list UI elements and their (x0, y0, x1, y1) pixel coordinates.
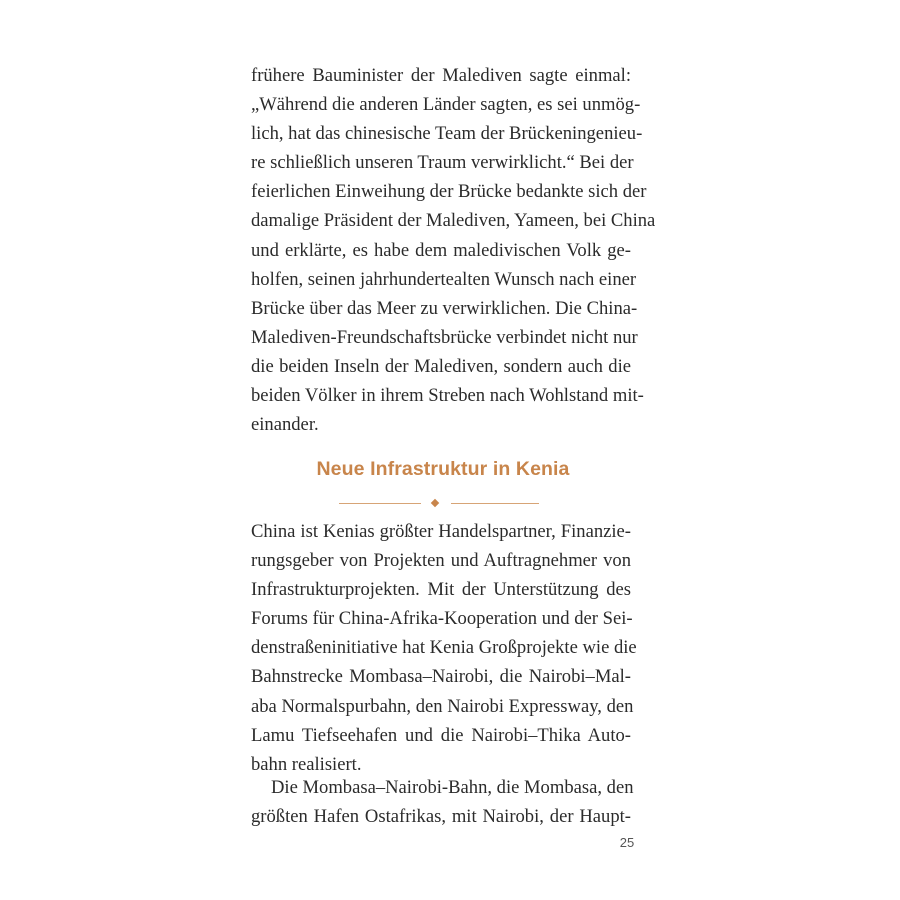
text-line: Infrastrukturprojekten. Mit der Unterstützung des (251, 579, 631, 601)
text-line: feierlichen Einweihung der Brücke bedankte sich der (251, 181, 647, 203)
text-line: denstraßeninitiative hat Kenia Großprojekte wie die (251, 637, 637, 659)
text-line: Malediven-Freundschaftsbrücke verbindet nicht nur (251, 326, 638, 348)
paragraph-malediven-bridge (251, 61, 656, 439)
text-line: aba Normalspurbahn, den Nairobi Expressway, den (251, 695, 634, 717)
section-heading: Neue Infrastruktur in Kenia (316, 458, 570, 480)
text-line: holfen, seinen jahrhundertealten Wunsch nach einer (251, 268, 637, 290)
text-line: damalige Präsident der Malediven, Yameen, bei China (251, 210, 656, 232)
heading-ornament (339, 497, 539, 511)
text-line: frühere Bauminister der Malediven sagte einmal: (251, 65, 631, 86)
text-line: bahn realisiert. (251, 753, 362, 775)
text-line: lich, hat das chinesische Team der Brückeningenieu- (251, 123, 643, 145)
text-line: China ist Kenias größter Handelspartner, Finanzie- (251, 521, 631, 542)
text-line: Lamu Tiefseehafen und die Nairobi–Thika Auto- (251, 724, 631, 746)
text-line: beiden Völker in ihrem Streben nach Wohlstand mit- (251, 385, 644, 407)
text-line: einander. (251, 414, 319, 436)
text-line: größten Hafen Ostafrikas, mit Nairobi, der Haupt- (251, 806, 631, 828)
text-line: Bahnstrecke Mombasa–Nairobi, die Nairobi–Mal- (251, 666, 631, 688)
text-line: Forums für China-Afrika-Kooperation und der Sei- (251, 608, 633, 630)
text-line: Brücke über das Meer zu verwirklichen. Die China- (251, 297, 638, 319)
text-line: rungsgeber von Projekten und Auftragnehmer von (251, 550, 631, 572)
text-line: „Während die anderen Länder sagten, es sei unmög- (251, 94, 641, 116)
page-number: 25 (619, 835, 635, 850)
ornament-rule-right (451, 503, 539, 504)
paragraph-kenia-infrastructure (251, 517, 637, 779)
ornament-rule-left (339, 503, 421, 504)
text-line: Die Mombasa–Nairobi-Bahn, die Mombasa, den (271, 777, 634, 798)
text-line: die beiden Inseln der Malediven, sondern auch die (251, 355, 631, 377)
paragraph-mombasa-nairobi (251, 773, 634, 831)
text-line: re schließlich unseren Traum verwirklicht.“ Bei der (251, 152, 634, 174)
diamond-icon (431, 499, 439, 507)
text-line: und erklärte, es habe dem maledivischen Volk ge- (251, 239, 631, 261)
